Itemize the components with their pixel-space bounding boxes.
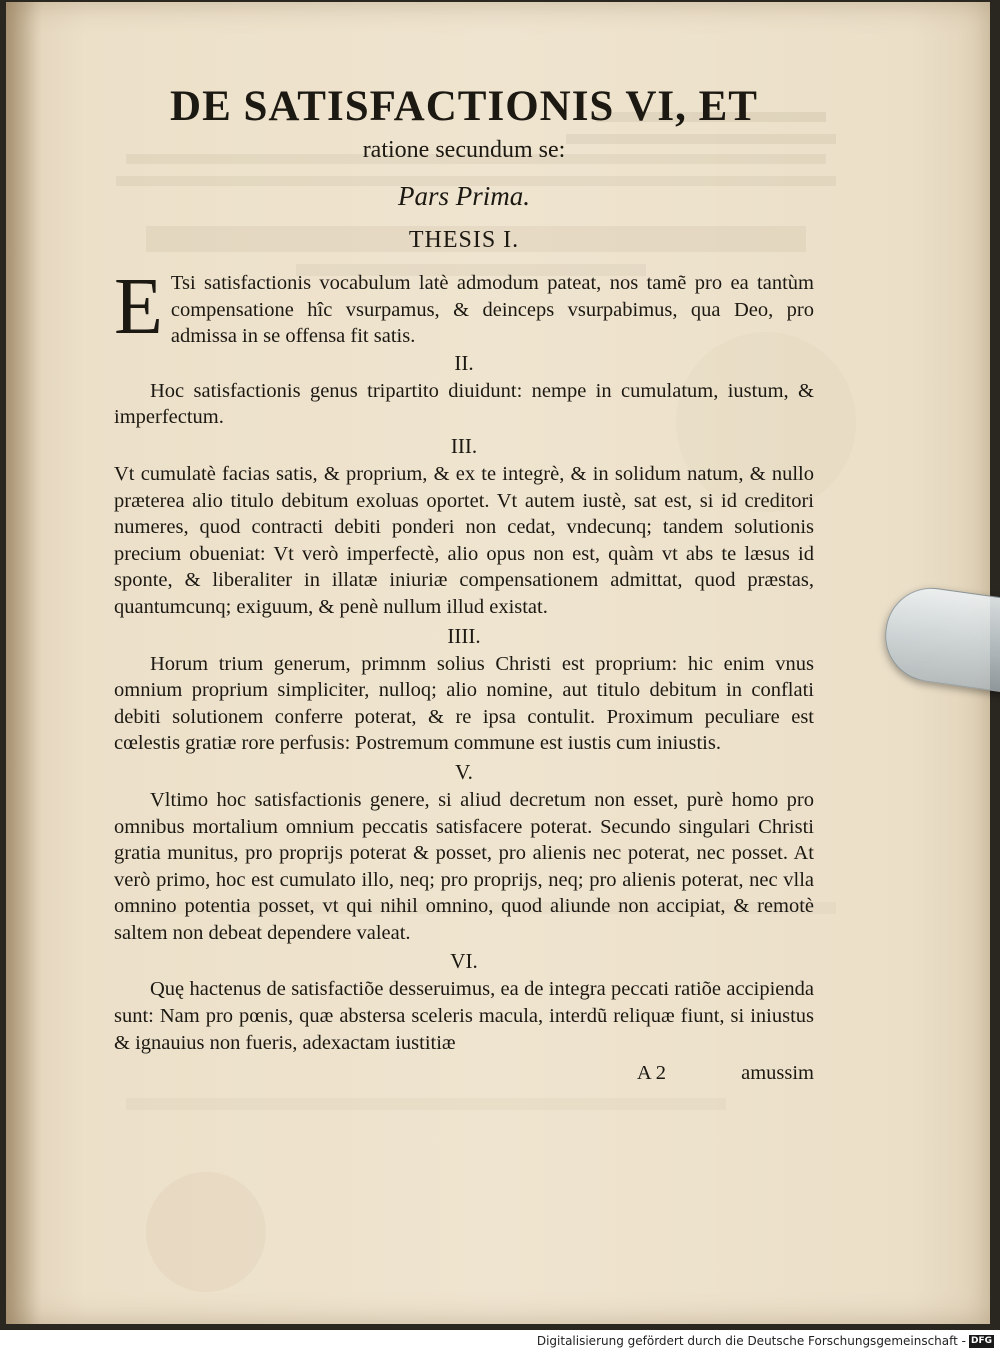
paragraph-thesis-3: Vt cumulatè facias satis, & proprium, & ex te integrè, & in solidum natum, & nullo præterea alio titulo debitum exoluas oportet. Vt autem iustè, sat est, si id creditori numeres, quod contracti debiti ponderi non cedat, vndecunq; tandem solutionis precium obueniat: Vt verò imperfectè, alio opus non est, quàm vt abs te læsus id sponte, & liberaliter in illatæ iniuriæ compensationem admittat, quod præstas, quantumcunq; exiguum, & penè nullum illud existat. xyxy=(114,462,814,618)
paragraph-thesis-4: Horum trium generum, primnm solius Christi est proprium: hic enim vnus omnium proprium simpliciter, nulloq; alio nomine, aut titulo debitum in conflati debiti solutionem conferre poterat, & re ipsa contulit. Proximum peculiare est cœlestis gratiæ rore perfusis: Postremum commune est iustis cum iniustis. xyxy=(114,652,814,755)
thesis-heading: THESIS I. xyxy=(408,227,520,253)
thesis-number-heading: III. xyxy=(450,433,478,458)
digitization-footer xyxy=(0,1330,1000,1353)
paragraph-thesis-1: ETsi satisfactionis vocabulum latè admodum pateat, nos tamẽ pro ea tantùm compensatione hîc vsurpamus, & deinceps vsurpabimus, qua Deo, pro admissa in se offensa fit satis. xyxy=(114,263,814,351)
funding-notice: Digitalisierung gefördert durch die Deutsche Forschungsgemeinschaft - xyxy=(536,1334,966,1348)
signature-mark: A 2 xyxy=(636,1062,666,1085)
part-title: Pars Prima. xyxy=(397,181,530,211)
thesis-number-heading: IIII. xyxy=(447,623,481,648)
text-block xyxy=(114,76,814,1086)
catchword: amussim xyxy=(741,1062,814,1085)
thesis-number-heading: II. xyxy=(454,350,474,375)
page-gutter-shadow xyxy=(6,2,42,1324)
book-page xyxy=(6,2,990,1324)
page-footer-line xyxy=(114,1060,814,1086)
page-title: DE SATISFACTIONIS VI, ET xyxy=(170,83,758,130)
paragraph-thesis-6: Quę hactenus de satisfactiõe desseruimus, ea de integra peccati ratiõe accipienda sunt: Nam pro pœnis, quæ abstersa sceleris macula, interdũ reliquæ fiunt, si iniustus & ignauius non fueris, adexactam iustitiæ xyxy=(114,978,814,1054)
paragraph-thesis-2: Hoc satisfactionis genus tripartito diuidunt: nempe in cumulatum, iustum, & imperfectum. xyxy=(114,379,814,429)
page-subtitle: ratione secundum se: xyxy=(362,137,566,163)
dfg-logo-icon[interactable]: DFG xyxy=(970,1336,992,1346)
thesis-number-heading: VI. xyxy=(450,949,478,974)
thesis-number-heading: V. xyxy=(455,759,473,784)
paragraph-thesis-5: Vltimo hoc satisfactionis genere, si aliud decretum non esset, purè homo pro omnibus mortalium omnium peccatis satisfacere poterat. Secundo singulari Christi gratia munitus, pro proprijs poterat & posset, pro alienis nec poterat, nec posset. At verò primo, hoc est cumulato illo, neq; pro proprijs, neq; pro alienis poterat, nec vlla omnino potentia posset, vt qui nihil omnino, quod aliunde non accipiat, & remotè saltem non debeat dependere valeat. xyxy=(114,788,814,944)
